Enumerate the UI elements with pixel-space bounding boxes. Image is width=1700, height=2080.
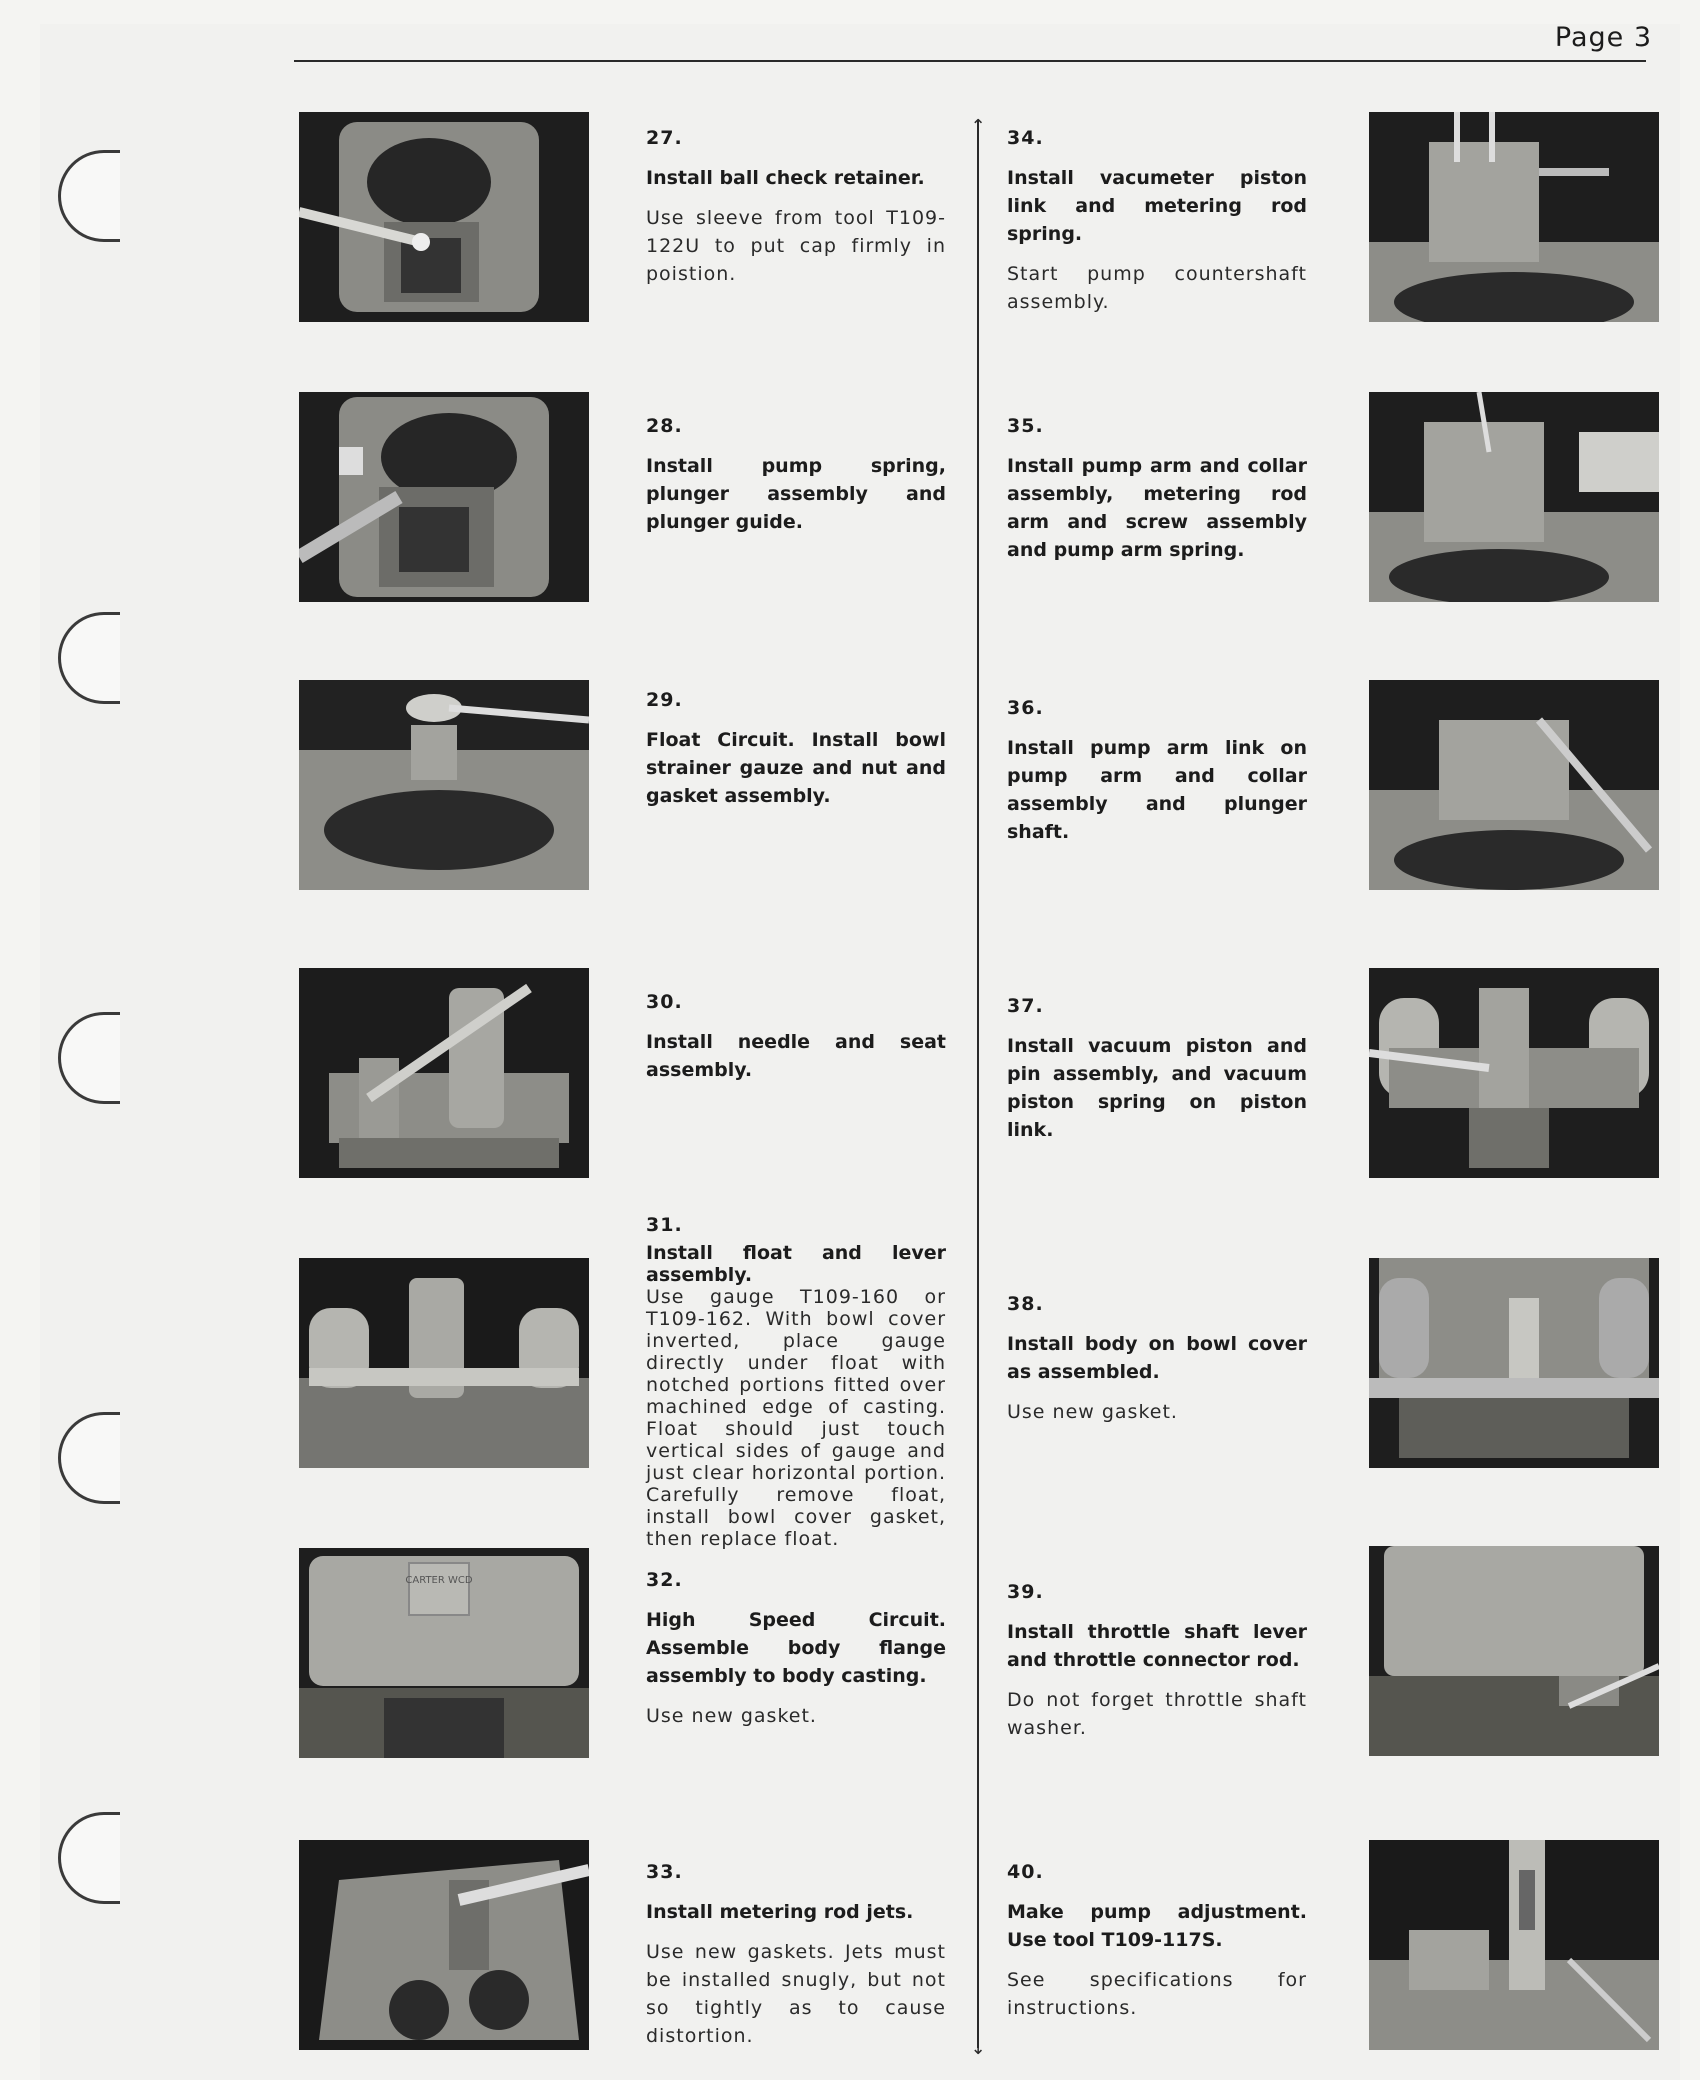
step-description: Use gauge T109-160 or T109-162. With bowl cover inverted, place gauge directly under float with notched portions fitted over machined edge of casting. Float should just touch vertical sides of gauge and just clear horizontal portion. Carefully remove float, install bowl cover gasket, then replace float. — [646, 1286, 946, 1550]
step-description: Start pump countershaft assembly. — [1007, 263, 1307, 313]
step-description: Use new gaskets. Jets must be installed snugly, but not so tightly as to cause distortion. — [646, 1941, 946, 2047]
step-40 — [1007, 1858, 1307, 2022]
step-description: Use new gasket. — [646, 1705, 817, 1727]
vacuum-piston-photo — [1369, 968, 1659, 1178]
step-38 — [1007, 1290, 1307, 1426]
step-34 — [1007, 124, 1307, 316]
step-number: 36. — [1007, 697, 1044, 719]
bowl-strainer-photo — [299, 680, 589, 890]
step-title: Install ball check retainer. — [646, 167, 925, 189]
step-title: Install pump arm and collar assembly, metering rod arm and screw assembly and pump arm spring. — [1007, 455, 1307, 561]
step-title: Install pump spring, plunger assembly and plunger guide. — [646, 455, 946, 533]
throttle-shaft-photo — [1369, 1546, 1659, 1756]
step-description: Use new gasket. — [1007, 1401, 1178, 1423]
step-36 — [1007, 694, 1307, 858]
step-number: 31. — [646, 1214, 683, 1236]
step-35 — [1007, 412, 1307, 576]
body-flange-photo — [299, 1548, 589, 1758]
step-title: Install throttle shaft lever and throttle connector rod. — [1007, 1621, 1307, 1671]
column-divider — [977, 120, 979, 2048]
step-30 — [646, 988, 946, 1096]
step-title: Install float and lever assembly. — [646, 1242, 946, 1286]
step-title: Make pump adjustment. Use tool T109-117S. — [1007, 1901, 1307, 1951]
step-description: Use sleeve from tool T109-122U to put cap firmly in poistion. — [646, 207, 946, 285]
step-28 — [646, 412, 946, 548]
pump-arm-collar-photo — [1369, 392, 1659, 602]
step-number: 38. — [1007, 1293, 1044, 1315]
float-lever-photo — [299, 1258, 589, 1468]
step-number: 30. — [646, 991, 683, 1013]
step-number: 34. — [1007, 127, 1044, 149]
step-29 — [646, 686, 946, 822]
divider-arrow-bottom-icon: ↓ — [970, 2038, 986, 2059]
step-32 — [646, 1566, 946, 1730]
step-number: 35. — [1007, 415, 1044, 437]
step-number: 33. — [646, 1861, 683, 1883]
step-number: 39. — [1007, 1581, 1044, 1603]
step-description: See specifications for instructions. — [1007, 1969, 1307, 2019]
step-39 — [1007, 1578, 1307, 1742]
step-title: Install pump arm link on pump arm and collar assembly and plunger shaft. — [1007, 737, 1307, 843]
step-number: 29. — [646, 689, 683, 711]
pump-adjustment-photo — [1369, 1840, 1659, 2050]
step-number: 27. — [646, 127, 683, 149]
step-title: Install body on bowl cover as assembled. — [1007, 1333, 1307, 1383]
step-37 — [1007, 992, 1307, 1156]
step-number: 32. — [646, 1569, 683, 1591]
step-description: Do not forget throttle shaft washer. — [1007, 1689, 1307, 1739]
step-number: 28. — [646, 415, 683, 437]
divider-arrow-top-icon: ↑ — [970, 116, 986, 137]
step-27 — [646, 124, 946, 288]
step-title: High Speed Circuit. Assemble body flange assembly to body casting. — [646, 1609, 946, 1687]
page-number: Page 3 — [1554, 22, 1652, 53]
ball-check-retainer-photo — [299, 112, 589, 322]
metering-rod-jets-photo — [299, 1840, 589, 2050]
needle-seat-photo — [299, 968, 589, 1178]
step-number: 37. — [1007, 995, 1044, 1017]
body-bowl-cover-photo — [1369, 1258, 1659, 1468]
step-title: Install vacuum piston and pin assembly, and vacuum piston spring on piston link. — [1007, 1035, 1307, 1141]
pump-arm-link-photo — [1369, 680, 1659, 890]
step-title: Install vacumeter piston link and metering rod spring. — [1007, 167, 1307, 245]
step-33 — [646, 1858, 946, 2050]
step-title: Install metering rod jets. — [646, 1901, 914, 1923]
step-title: Install needle and seat assembly. — [646, 1031, 946, 1081]
header-rule — [294, 60, 1646, 62]
step-31 — [646, 1214, 946, 1550]
pump-spring-photo — [299, 392, 589, 602]
step-title: Float Circuit. Install bowl strainer gauze and nut and gasket assembly. — [646, 729, 946, 807]
carter-logo-text: CARTER WCD — [405, 1575, 473, 1586]
step-number: 40. — [1007, 1861, 1044, 1883]
vacumeter-piston-photo — [1369, 112, 1659, 322]
